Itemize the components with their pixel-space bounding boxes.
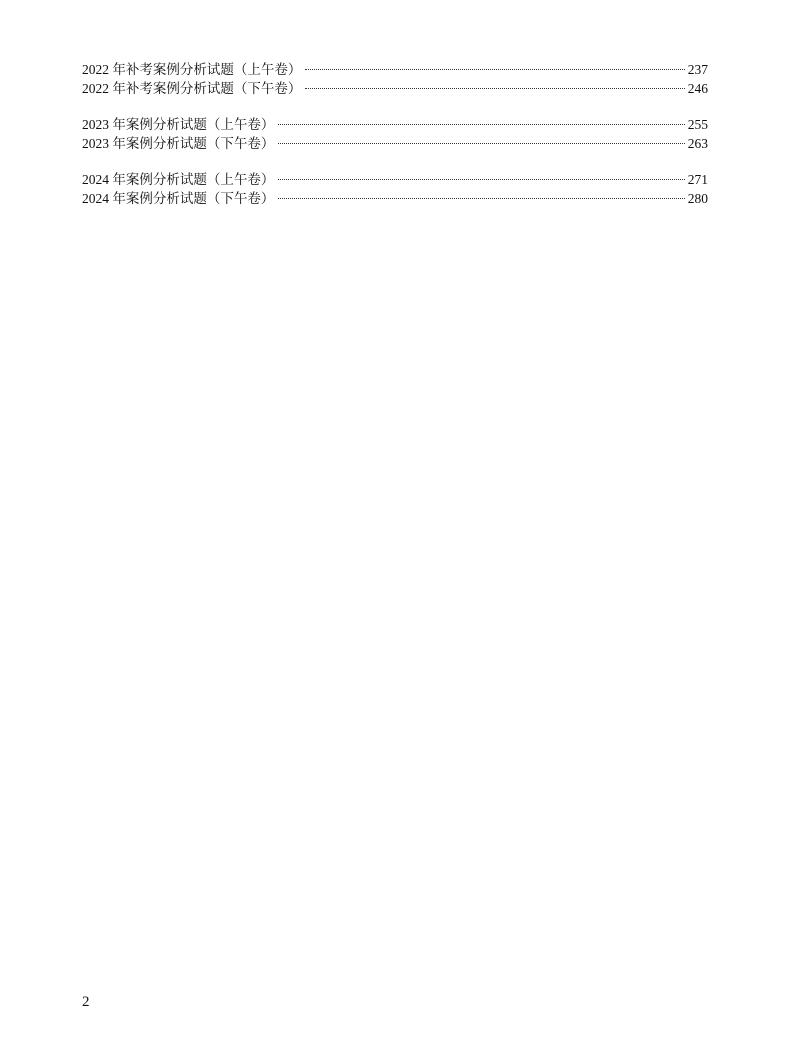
toc-entry-page: 263 xyxy=(687,136,708,151)
toc-entry-page: 280 xyxy=(687,191,708,206)
toc-entry[interactable] xyxy=(82,134,708,153)
toc-dot-leader xyxy=(278,179,684,180)
toc-entry-page: 246 xyxy=(687,81,708,96)
toc-entry-title: 2024 年案例分析试题（下午卷） xyxy=(82,191,275,206)
toc-group-2022 xyxy=(82,60,708,98)
toc-group-2024 xyxy=(82,170,708,208)
toc-dot-leader xyxy=(305,88,684,89)
toc-entry-title: 2024 年案例分析试题（上午卷） xyxy=(82,172,275,187)
toc-dot-leader xyxy=(278,124,684,125)
toc-entry-title: 2022 年补考案例分析试题（下午卷） xyxy=(82,81,302,96)
toc-entry-title: 2023 年案例分析试题（上午卷） xyxy=(82,117,275,132)
toc-entry-page: 271 xyxy=(687,172,708,187)
toc-entry-page: 237 xyxy=(687,62,708,77)
toc-dot-leader xyxy=(305,69,684,70)
toc-entry[interactable] xyxy=(82,170,708,189)
toc-entry[interactable] xyxy=(82,189,708,208)
page-number: 2 xyxy=(82,994,90,1010)
toc-entry[interactable] xyxy=(82,115,708,134)
toc-entry-title: 2023 年案例分析试题（下午卷） xyxy=(82,136,275,151)
toc-entry[interactable] xyxy=(82,60,708,79)
toc-entry-title: 2022 年补考案例分析试题（上午卷） xyxy=(82,62,302,77)
table-of-contents xyxy=(82,60,708,225)
toc-entry[interactable] xyxy=(82,79,708,98)
toc-entry-page: 255 xyxy=(687,117,708,132)
toc-dot-leader xyxy=(278,143,684,144)
toc-dot-leader xyxy=(278,198,684,199)
toc-group-2023 xyxy=(82,115,708,153)
